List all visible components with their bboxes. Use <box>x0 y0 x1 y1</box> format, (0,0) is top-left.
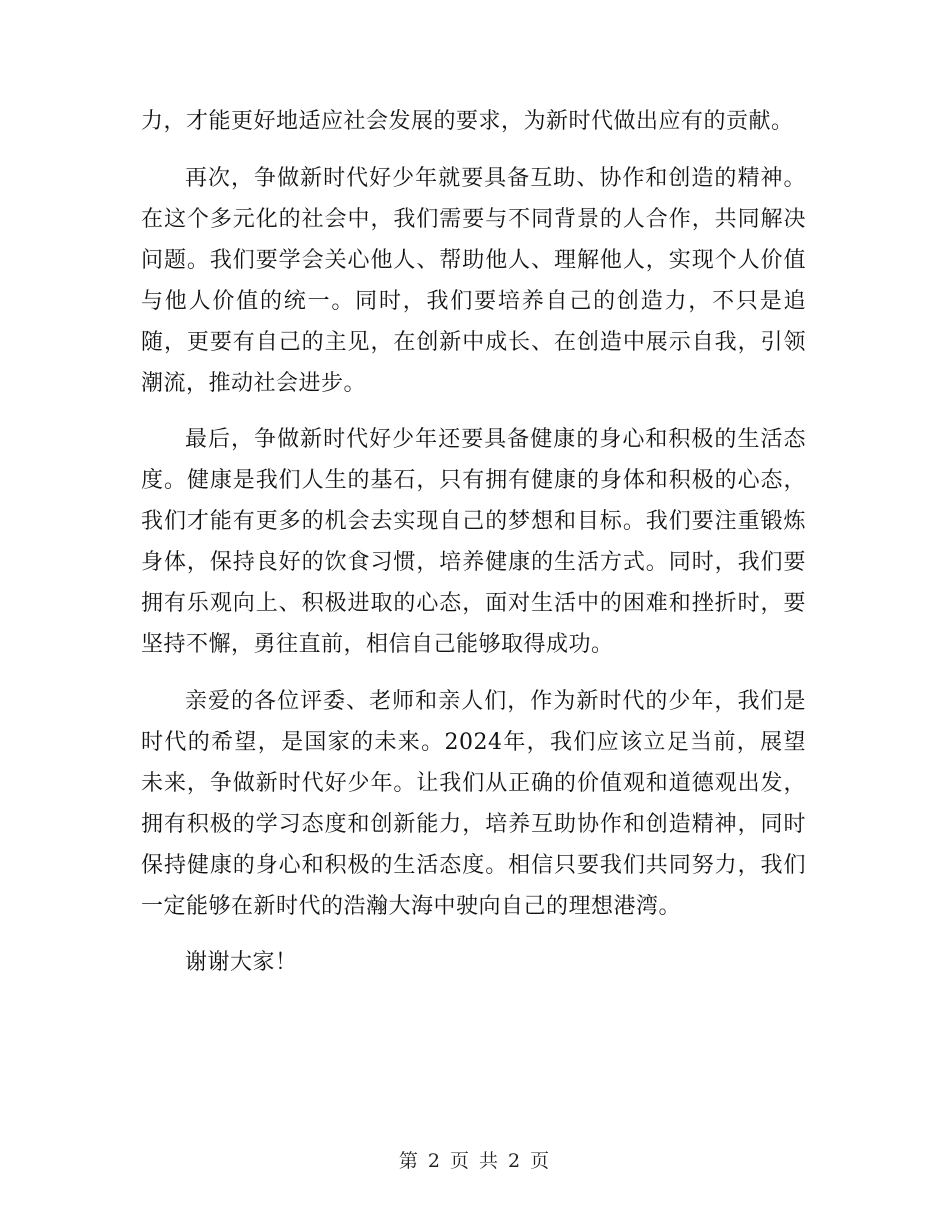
page-number-footer: 第 2 页 共 2 页 <box>398 1150 552 1172</box>
paragraph-conclusion: 亲爱的各位评委、老师和亲人们，作为新时代的少年，我们是时代的希望，是国家的未来。2024年，我们应该立足当前，展望未来，争做新时代好少年。让我们从正确的价值观和道德观出发，拥有积极的学习态度和创新能力，培养互助协作和创造精神，同时保持健康的身心和积极的生活态度。相信只要我们共同努力，我们一定能够在新时代的浩瀚大海中驶向自己的理想港湾。 <box>141 688 806 919</box>
paragraph-health: 最后，争做新时代好少年还要具备健康的身心和积极的生活态度。健康是我们人生的基石，只有拥有健康的身体和积极的心态，我们才能有更多的机会去实现自己的梦想和目标。我们要注重锻炼身体，保持良好的饮食习惯，培养健康的生活方式。同时，我们要拥有乐观向上、积极进取的心态，面对生活中的困难和挫折时，要坚持不懈，勇往直前，相信自己能够取得成功。 <box>141 427 806 657</box>
paragraph-continuation: 力，才能更好地适应社会发展的要求，为新时代做出应有的贡献。 <box>141 109 794 134</box>
document-body <box>141 101 806 999</box>
paragraph-thanks: 谢谢大家！ <box>185 950 298 975</box>
paragraph-cooperation: 再次，争做新时代好少年就要具备互助、协作和创造的精神。在这个多元化的社会中，我们需要与不同背景的人合作，共同解决问题。我们要学会关心他人、帮助他人、理解他人，实现个人价值与他人价值的统一。同时，我们要培养自己的创造力，不只是追随，更要有自己的主见，在创新中成长、在创造中展示自我，引领潮流，推动社会进步。 <box>141 165 806 396</box>
